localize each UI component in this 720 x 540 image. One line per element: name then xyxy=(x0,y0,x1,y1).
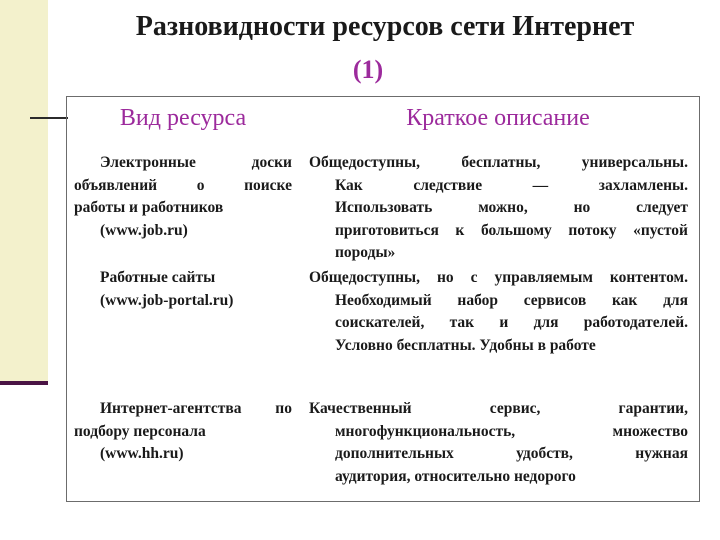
row-1-description-line: Общедоступны, бесплатны, универсальны. xyxy=(309,154,688,171)
row-3-resource-url: (www.hh.ru) xyxy=(100,445,184,462)
row-2-description-line: соискателей, так и для работодателей. xyxy=(335,314,688,331)
row-2-resource xyxy=(74,267,292,312)
row-3-description-line: многофункциональность, множество xyxy=(335,422,688,440)
title-accent-line xyxy=(30,117,68,119)
sidebar-divider xyxy=(0,381,48,385)
slide-subtitle: (1) xyxy=(352,55,384,84)
row-1-resource xyxy=(74,152,292,242)
row-3-resource-line: Интернет-агентства по xyxy=(100,400,292,417)
row-3-resource xyxy=(74,398,292,466)
row-1-resource-line: объявлений о поиске xyxy=(74,176,292,194)
row-3-description-line: аудитория, относительно недорого xyxy=(335,467,576,485)
row-3-description xyxy=(309,398,688,488)
row-2-description-line: Общедоступны, но с управляемым контентом. xyxy=(309,269,688,286)
row-3-resource-line: подбору персонала xyxy=(74,422,206,440)
row-2-resource-line: Работные сайты xyxy=(100,269,216,286)
row-2-description-line: Необходимый набор сервисов как для xyxy=(335,291,688,309)
row-1-resource-url: (www.job.ru) xyxy=(100,221,188,239)
sidebar-decoration xyxy=(0,0,48,385)
row-3-description-line: Качественный сервис, гарантии, xyxy=(309,400,688,417)
row-1-description-line: приготовиться к большому потоку «пустой xyxy=(335,221,688,239)
row-1-resource-line: работы и работников xyxy=(74,199,224,216)
row-1-description-line: породы» xyxy=(335,244,396,261)
row-2-description-line: Условно бесплатны. Удобны в работе xyxy=(335,336,596,354)
header-resource-type: Вид ресурса xyxy=(119,105,247,131)
row-1-description-line: Использовать можно, но следует xyxy=(335,199,688,216)
row-1-resource-line: Электронные доски xyxy=(100,154,292,171)
row-2-resource-url: (www.job-portal.ru) xyxy=(100,291,234,309)
row-3-description-line: дополнительных удобств, нужная xyxy=(335,445,688,462)
row-1-description xyxy=(309,152,688,265)
slide-title: Разновидности ресурсов сети Интернет xyxy=(135,11,635,42)
row-2-description xyxy=(309,267,688,357)
row-1-description-line: Как следствие — захламлены. xyxy=(335,176,688,194)
header-description: Краткое описание xyxy=(406,105,590,131)
